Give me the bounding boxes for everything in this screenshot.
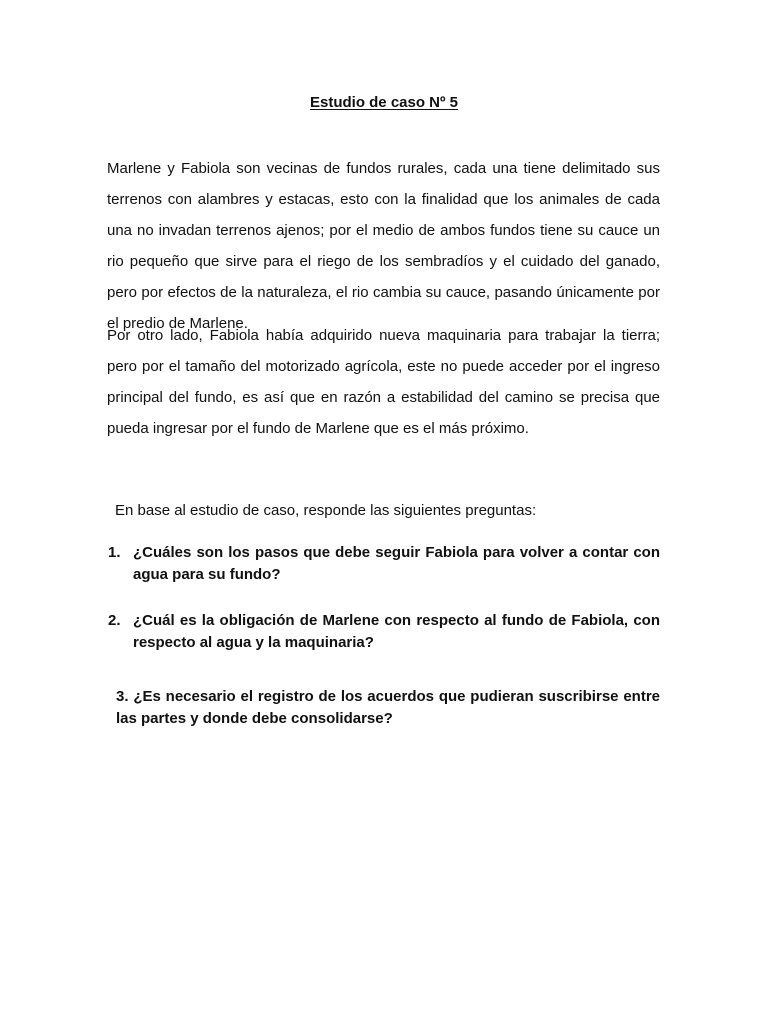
question-3-number: 3. bbox=[116, 688, 129, 705]
question-2-text: ¿Cuál es la obligación de Marlene con respecto al fundo de Fabiola, con respecto al agua y la maquinaria? bbox=[133, 612, 660, 651]
question-3 bbox=[116, 686, 660, 730]
question-1-text: ¿Cuáles son los pasos que debe seguir Fabiola para volver a contar con agua para su fundo? bbox=[133, 544, 660, 583]
question-3-text: ¿Es necesario el registro de los acuerdos que pudieran suscribirse entre las partes y donde debe consolidarse? bbox=[116, 688, 660, 727]
question-1-number: 1. bbox=[108, 544, 121, 561]
questions-intro: En base al estudio de caso, responde las siguientes preguntas: bbox=[115, 502, 537, 519]
case-paragraph-2: Por otro lado, Fabiola había adquirido nueva maquinaria para trabajar la tierra; pero por el tamaño del motorizado agrícola, este no puede acceder por el ingreso principal del fundo, es así que en razón a estabilidad del camino se precisa que pueda ingresar por el fundo de Marlene que es el más próximo. bbox=[107, 327, 660, 437]
question-1 bbox=[108, 542, 660, 586]
question-2-number: 2. bbox=[108, 612, 121, 629]
page-title: Estudio de caso Nº 5 bbox=[309, 94, 458, 111]
question-2 bbox=[108, 610, 660, 654]
case-paragraph-1: Marlene y Fabiola son vecinas de fundos rurales, cada una tiene delimitado sus terrenos con alambres y estacas, esto con la finalidad que los animales de cada una no invadan terrenos ajenos; por el medio de ambos fundos tiene su cauce un rio pequeño que sirve para el riego de los sembradíos y el cuidado del ganado, pero por efectos de la naturaleza, el rio cambia su cauce, pasando únicamente por el predio de Marlene. bbox=[107, 160, 660, 332]
